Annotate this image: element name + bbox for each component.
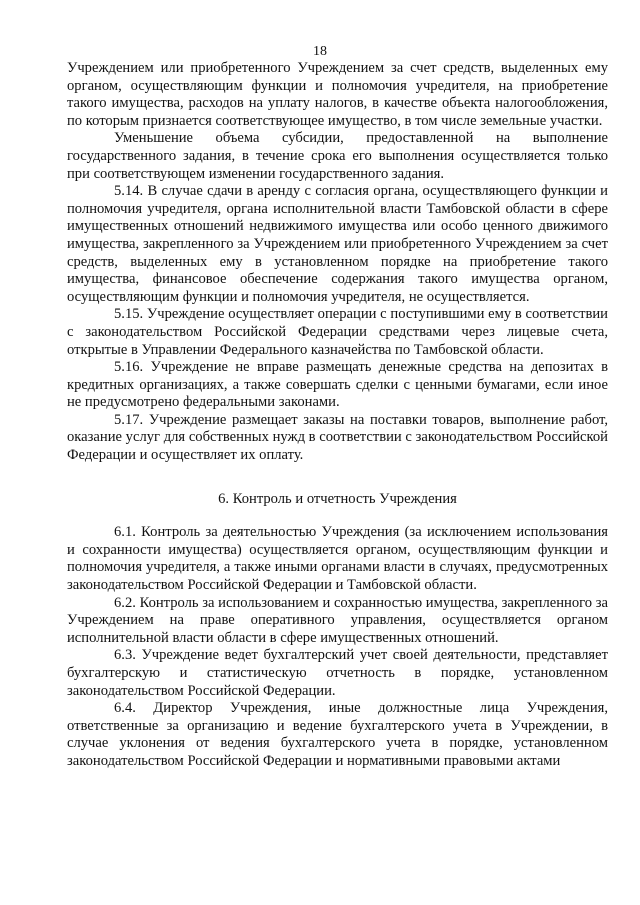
section-heading: 6. Контроль и отчетность Учреждения — [218, 490, 457, 507]
paragraph-5-14: 5.14. В случае сдачи в аренду с согласия органа, осуществляющего функции и полномочия учредителя, органа исполнительной власти Тамбовской области в сфере имущественных отношений недвижимого имущества или особо ценного движимого имущества, закрепленного за Учреждением или приобретенного Учреждением за счет средств, выделенных ему в установленном порядке на приобретение такого имущества, финансовое обеспечение содержания такого имущества органом, осуществляющим функции и полномочия учредителя, не осуществляется. — [67, 183, 608, 305]
paragraph-6-4: 6.4. Директор Учреждения, иные должностные лица Учреждения, ответственные за организацию и ведение бухгалтерского учета в Учреждении, в случае уклонения от ведения бухгалтерского учета в порядке, установленном законодательством Российской Федерации и нормативными правовыми актами — [67, 700, 608, 769]
paragraph-6-2: 6.2. Контроль за использованием и сохранностью имущества, закрепленного за Учреждением на праве оперативного управления, осуществляется органом исполнительной власти области в сфере имущественных отношений. — [67, 594, 608, 646]
paragraph-6-1: 6.1. Контроль за деятельностью Учреждения (за исключением использования и сохранности имущества) осуществляется органом, осуществляющим функции и полномочия учредителя, а также иными органами власти в случаях, предусмотренных законодательством Российской Федерации и Тамбовской области. — [67, 524, 608, 594]
paragraph-6-3: 6.3. Учреждение ведет бухгалтерский учет своей деятельности, представляет бухгалтерскую и статистическую отчетность в порядке, установленном законодательством Российской Федерации. — [67, 647, 608, 699]
document-body — [67, 60, 608, 771]
paragraph-5-17: 5.17. Учреждение размещает заказы на поставки товаров, выполнение работ, оказание услуг для собственных нужд в соответствии с законодательством Российской Федерации и осуществляет их оплату. — [67, 411, 608, 464]
page-number: 18 — [313, 44, 327, 59]
paragraph-5-16: 5.16. Учреждение не вправе размещать денежные средства на депозитах в кредитных организациях, а также совершать сделки с ценными бумагами, если иное не предусмотрено федеральными законами. — [67, 359, 608, 411]
paragraph-5-15: 5.15. Учреждение осуществляет операции с поступившими ему в соответствии с законодательством Российской Федерации средствами через лицевые счета, открытые в Управлении Федерального казначейства по Тамбовской области. — [67, 306, 608, 358]
paragraph-subsidy: Уменьшение объема субсидии, предоставленной на выполнение государственного задания, в течение срока его выполнения осуществляется только при соответствующем изменении государственного задания. — [67, 130, 608, 182]
paragraph-continuation: Учреждением или приобретенного Учреждением за счет средств, выделенных ему органом, осуществляющим функции и полномочия учредителя, на приобретение такого имущества, расходов на уплату налогов, в качестве объекта налогообложения, по которым признается соответствующее имущество, в том числе земельные участки. — [67, 60, 608, 129]
